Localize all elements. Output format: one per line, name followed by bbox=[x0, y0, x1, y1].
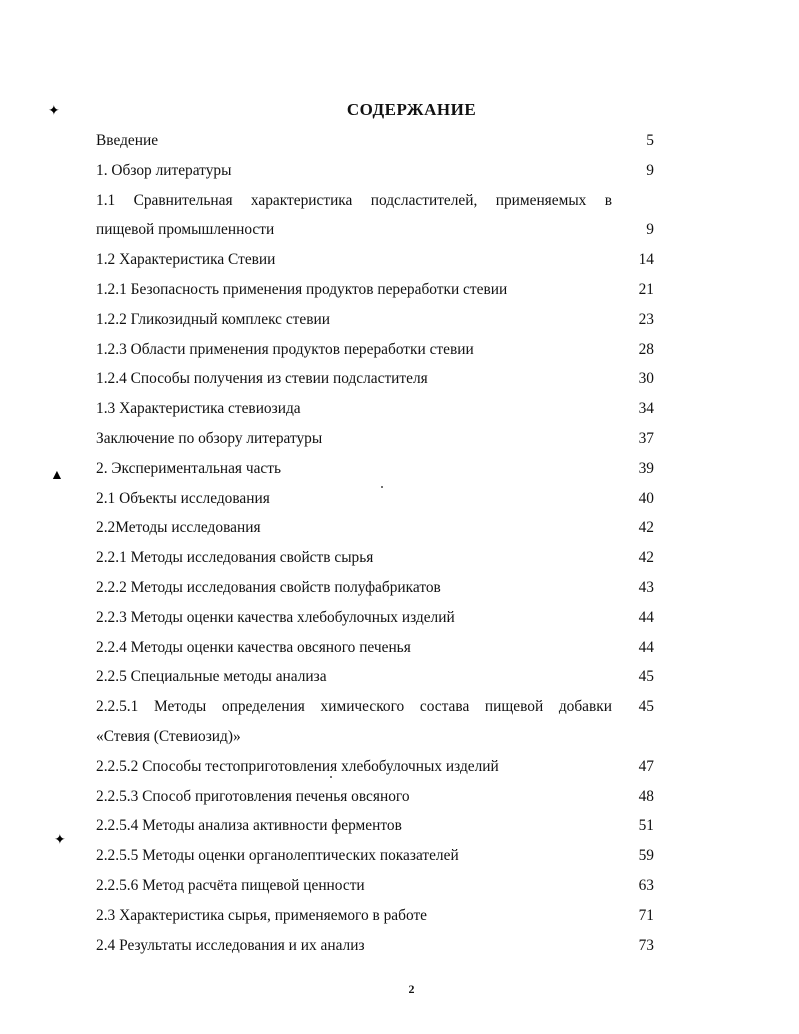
toc-entry-page: 51 bbox=[638, 817, 654, 835]
toc-entry bbox=[96, 931, 656, 961]
toc-entry bbox=[96, 573, 656, 603]
toc-entry-page: 30 bbox=[638, 370, 654, 388]
toc-entry-page: 63 bbox=[638, 876, 654, 894]
toc-entry-text: «Стевия (Стевиозид)» bbox=[96, 727, 241, 745]
toc-entry bbox=[96, 424, 656, 454]
toc-entry-page: 9 bbox=[646, 161, 654, 179]
toc-entry-page: 39 bbox=[638, 459, 654, 477]
toc-entry bbox=[96, 454, 656, 484]
toc-entry bbox=[96, 305, 656, 335]
toc-entry bbox=[96, 364, 656, 394]
toc-entry-page: 21 bbox=[638, 280, 654, 298]
toc-entry-text: Введение bbox=[96, 132, 159, 149]
toc-entry bbox=[96, 841, 656, 871]
toc-entry-text: 2.2.5.4 Методы анализа активности ферментов bbox=[96, 817, 402, 835]
toc-entry bbox=[96, 543, 656, 573]
toc-entry bbox=[96, 484, 656, 514]
toc-entry-text: 2.2.5.6 Метод расчёта пищевой ценности bbox=[96, 876, 365, 894]
toc-entry-text: 1.2 Характеристика Стевии bbox=[96, 251, 276, 269]
toc-entry-text: 1.2.2 Гликозидный комплекс стевии bbox=[96, 310, 330, 328]
toc-entry-text: 2.2.3 Методы оценки качества хлебобулочных изделий bbox=[96, 608, 455, 626]
toc-entry-page: 5 bbox=[646, 132, 654, 149]
toc-entry bbox=[96, 752, 656, 782]
toc-entry-text: 1.3 Характеристика стевиозида bbox=[96, 400, 301, 418]
toc-entry-text: Заключение по обзору литературы bbox=[96, 429, 323, 447]
toc-entry-page: 9 bbox=[646, 221, 654, 239]
toc-entry-page: 73 bbox=[638, 936, 654, 954]
page-title: СОДЕРЖАНИЕ bbox=[346, 100, 477, 119]
scan-mark: ✦ bbox=[54, 833, 66, 848]
toc-entry bbox=[96, 722, 656, 752]
toc-entry-page: 44 bbox=[638, 638, 654, 656]
toc-entry-text: 2.4 Результаты исследования и их анализ bbox=[96, 936, 365, 954]
toc-entry-text: 2. Экспериментальная часть bbox=[96, 459, 282, 477]
toc-entry bbox=[96, 811, 656, 841]
table-of-contents bbox=[96, 126, 656, 960]
toc-entry-page: 48 bbox=[638, 787, 654, 805]
toc-entry bbox=[96, 245, 656, 275]
toc-entry-text: 2.2.5 Специальные методы анализа bbox=[96, 668, 327, 686]
toc-entry-page: 45 bbox=[638, 668, 654, 686]
toc-entry bbox=[96, 156, 656, 186]
scan-mark: ✦ bbox=[48, 104, 60, 119]
toc-entry-text: пищевой промышленности bbox=[96, 221, 275, 239]
toc-entry bbox=[96, 275, 656, 305]
toc-entry-page: 34 bbox=[638, 400, 654, 418]
toc-entry-text: 2.2Методы исследования bbox=[96, 519, 261, 537]
toc-entry-text: 2.2.5.3 Способ приготовления печенья овсяного bbox=[96, 787, 410, 805]
toc-entry-text: 1.2.4 Способы получения из стевии подсластителя bbox=[96, 370, 428, 388]
toc-entry bbox=[96, 662, 656, 692]
toc-entry bbox=[96, 126, 656, 156]
toc-entry-page: 71 bbox=[638, 906, 654, 924]
toc-entry-text: 2.2.1 Методы исследования свойств сырья bbox=[96, 549, 374, 567]
toc-entry-text: 1.2.3 Области применения продуктов переработки стевии bbox=[96, 340, 474, 358]
toc-entry-text: 1.1 Сравнительная характеристика подсластителей, применяемых в bbox=[96, 191, 612, 209]
toc-entry-text: 1. Обзор литературы bbox=[96, 161, 232, 179]
toc-entry bbox=[96, 215, 656, 245]
page-number: 2 bbox=[408, 982, 415, 996]
toc-entry-page: 23 bbox=[638, 310, 654, 328]
toc-entry-page: 14 bbox=[638, 251, 654, 269]
toc-entry bbox=[96, 186, 656, 216]
toc-entry-text: 2.2.5.2 Способы тестоприготовления хлебобулочных изделий bbox=[96, 757, 499, 775]
toc-entry-page: 28 bbox=[638, 340, 654, 358]
toc-entry bbox=[96, 901, 656, 931]
toc-entry-text: 2.2.5.1 Методы определения химического состава пищевой добавки bbox=[96, 698, 612, 716]
toc-entry-page: 59 bbox=[638, 847, 654, 865]
toc-entry bbox=[96, 633, 656, 663]
toc-entry-page: 37 bbox=[638, 429, 654, 447]
toc-entry-page: 42 bbox=[638, 549, 654, 567]
toc-entry bbox=[96, 603, 656, 633]
toc-entry-page: 43 bbox=[638, 578, 654, 596]
toc-entry-page: 40 bbox=[638, 489, 654, 507]
toc-entry bbox=[96, 513, 656, 543]
toc-entry-text: 2.2.2 Методы исследования свойств полуфабрикатов bbox=[96, 578, 441, 596]
toc-entry-page: 42 bbox=[638, 519, 654, 537]
toc-entry-text: 2.1 Объекты исследования bbox=[96, 489, 270, 507]
toc-entry bbox=[96, 782, 656, 812]
toc-entry-page: 45 bbox=[638, 698, 654, 716]
scan-mark: ▲ bbox=[50, 468, 64, 483]
toc-entry-text: 2.2.4 Методы оценки качества овсяного печенья bbox=[96, 638, 411, 656]
toc-entry-text: 2.2.5.5 Методы оценки органолептических показателей bbox=[96, 847, 459, 865]
toc-entry bbox=[96, 394, 656, 424]
toc-entry bbox=[96, 335, 656, 365]
toc-entry-text: 1.2.1 Безопасность применения продуктов переработки стевии bbox=[96, 280, 508, 298]
toc-entry-text: 2.3 Характеристика сырья, применяемого в работе bbox=[96, 906, 428, 924]
toc-entry bbox=[96, 692, 656, 722]
toc-entry-page: 44 bbox=[638, 608, 654, 626]
toc-entry bbox=[96, 871, 656, 901]
toc-entry-page: 47 bbox=[638, 757, 654, 775]
